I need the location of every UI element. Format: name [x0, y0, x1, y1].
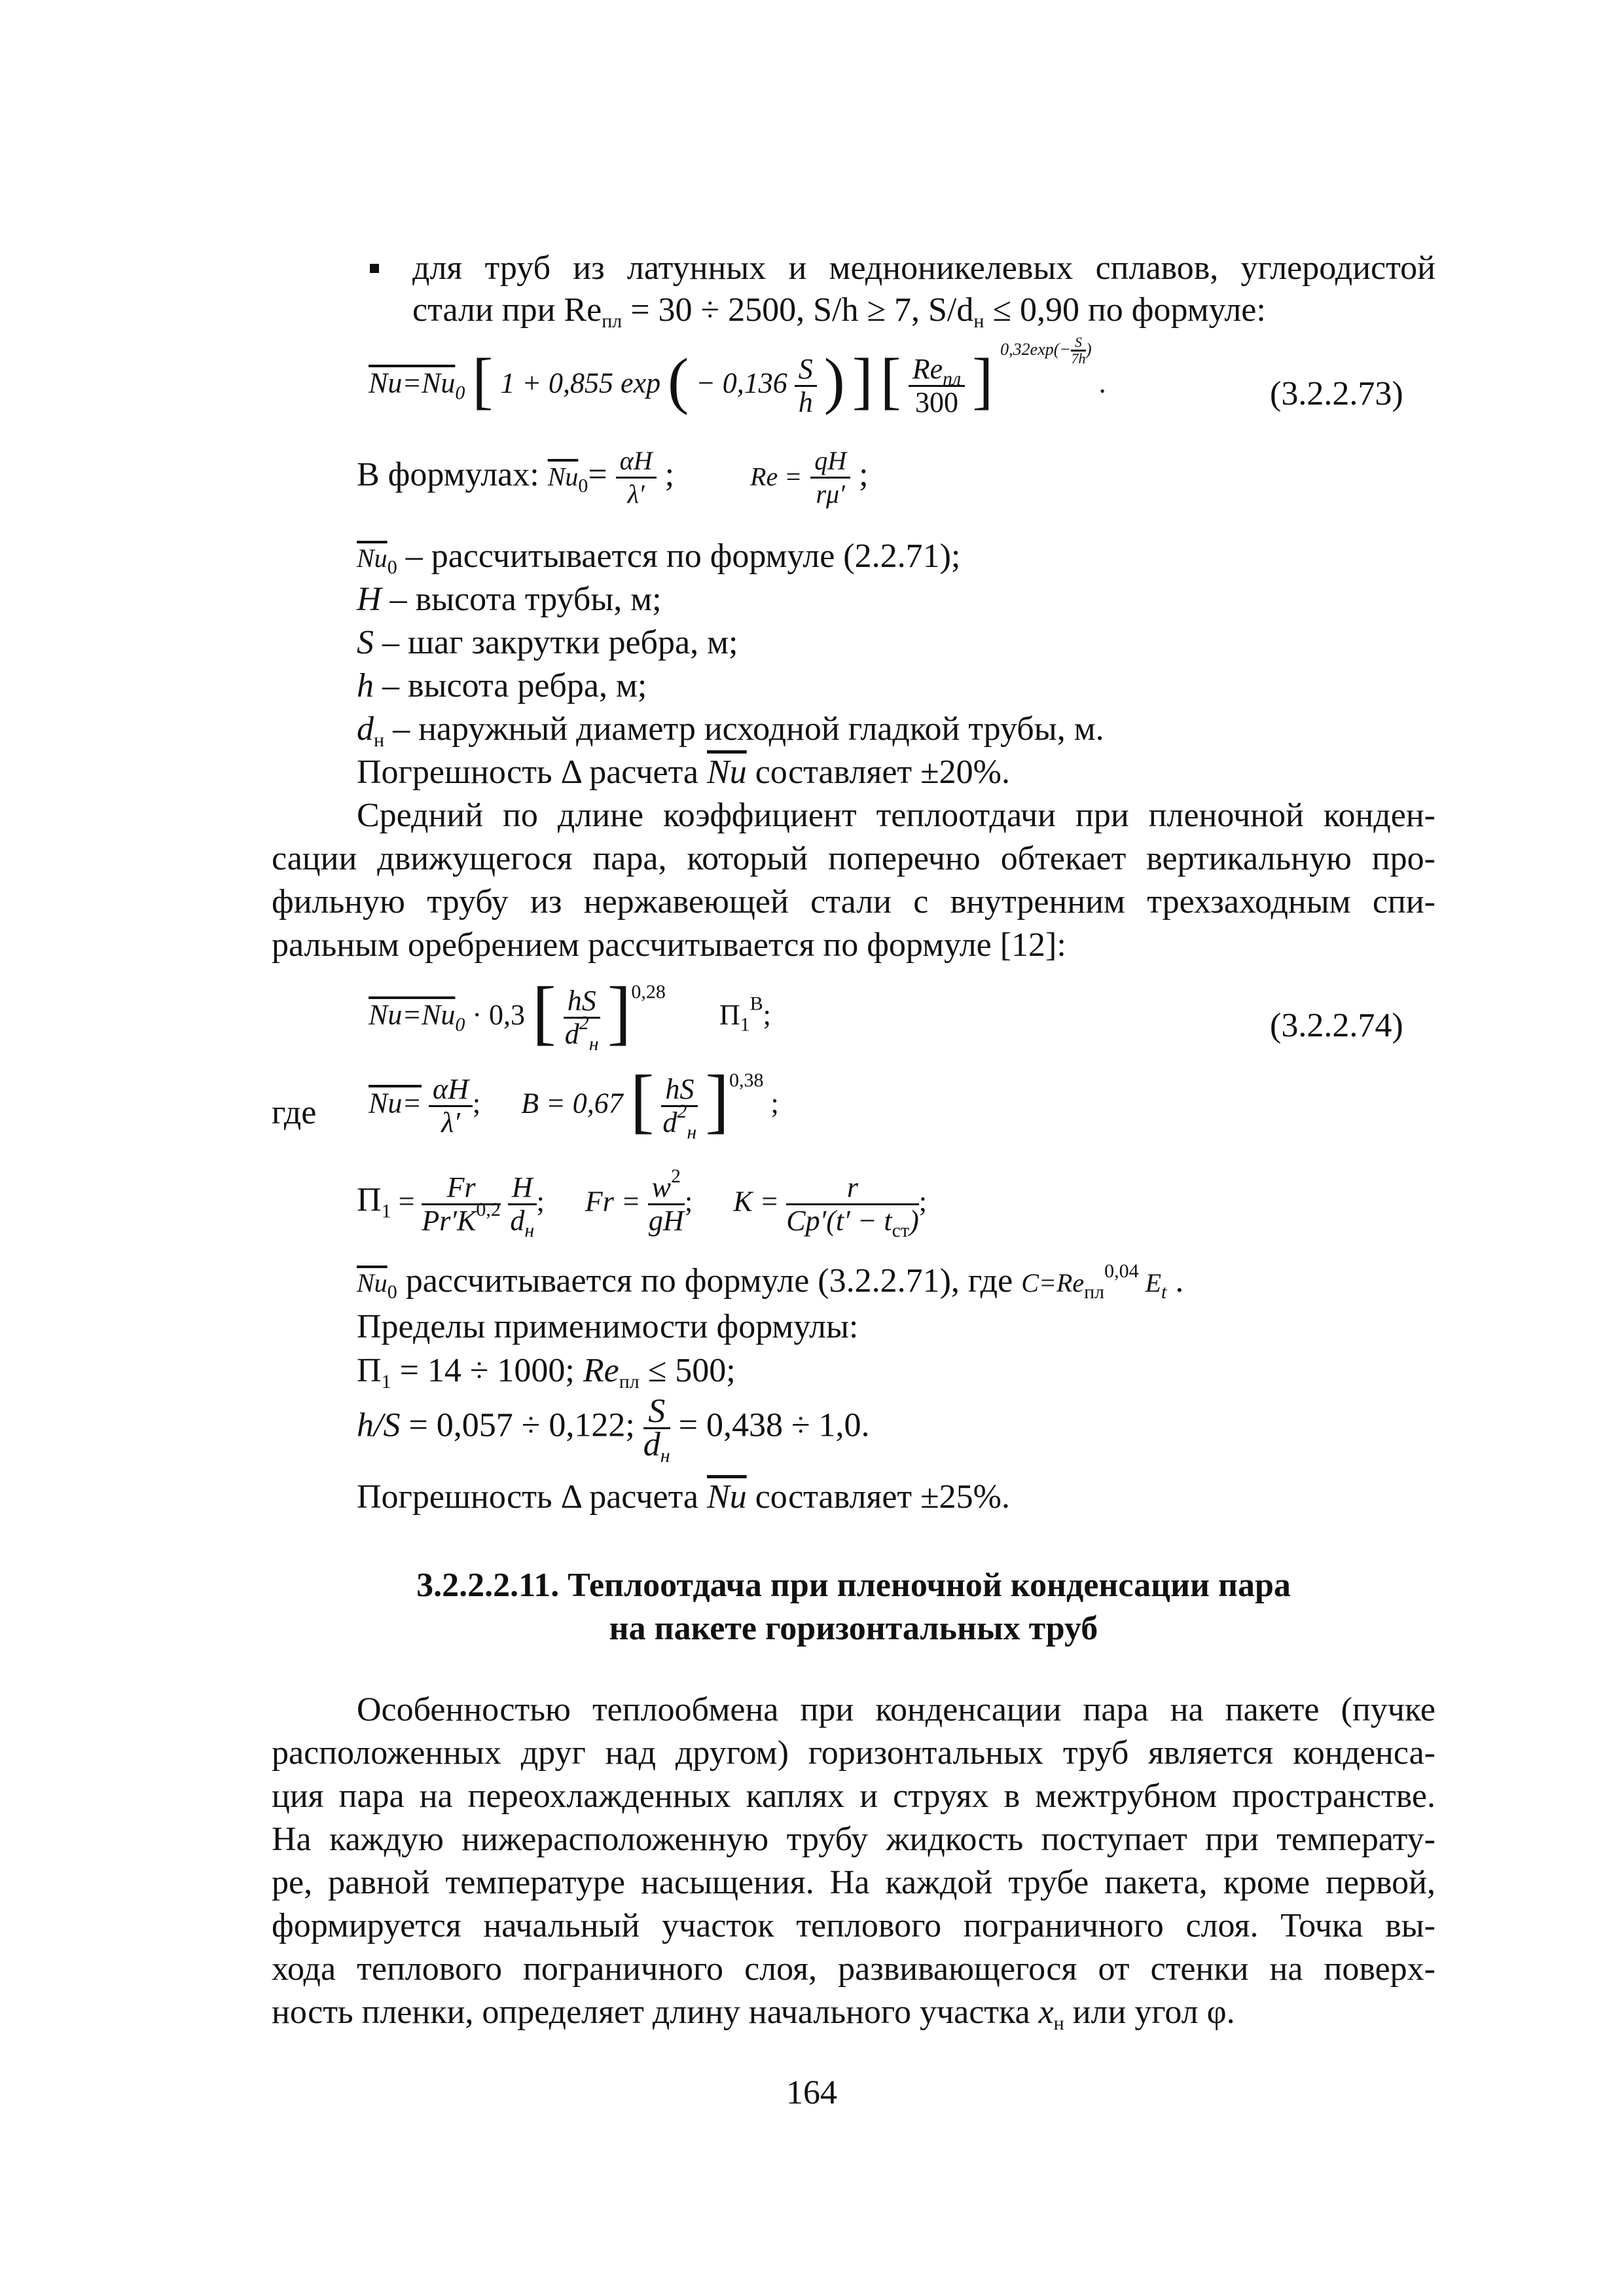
post: составляет ±25%.	[746, 1478, 1010, 1516]
definition-s	[357, 622, 738, 664]
bracket-close: ]	[852, 345, 873, 416]
eq-dot: .	[1098, 367, 1106, 399]
definition-h-rib	[357, 665, 647, 707]
fraction-s-dn	[643, 1393, 670, 1467]
end: ;	[763, 998, 771, 1031]
pow: 0,28	[631, 981, 666, 1003]
num: qH	[810, 445, 850, 479]
num: S	[1071, 335, 1086, 352]
d: d	[643, 1426, 660, 1463]
sub: н	[374, 729, 385, 751]
pi-sub: 1	[381, 1200, 391, 1222]
post: составляет ±20%.	[746, 754, 1010, 791]
den	[564, 1012, 600, 1055]
para1-line-1: Средний по длине коэффициент теплоотдачи при пленочной конден-	[357, 797, 1435, 834]
text: – рассчитывается по формуле (2.2.71);	[397, 538, 961, 575]
bullet-marker	[370, 264, 379, 273]
den	[422, 1199, 501, 1237]
mid: · 0,3	[465, 998, 526, 1031]
equation-number-74: (3.2.2.74)	[1270, 1007, 1403, 1044]
para2-line-1: Особенностью теплообмена при конденсации пара на пакете (пучке	[357, 1691, 1435, 1728]
text: = 14 ÷ 1000;	[391, 1352, 583, 1389]
sup: 2	[579, 1012, 589, 1034]
sep: ;	[770, 1087, 779, 1120]
text: ≤ 0,90 по формуле:	[984, 291, 1266, 329]
para1-line-2: сации движущегося пара, который поперечно обтекает вертикальную про-	[272, 840, 1435, 877]
sym: $\overline{Nu}$	[707, 754, 747, 791]
bracket-open-2: [	[880, 345, 901, 416]
pow: 0,38	[729, 1069, 764, 1091]
den-a: Pr′K	[422, 1205, 477, 1237]
bracket-open: [	[532, 972, 556, 1052]
den	[661, 1101, 698, 1143]
pre: Погрешность Δ расчета	[357, 1478, 708, 1516]
re: Re	[583, 1352, 619, 1389]
sym: $\overline{Nu}$	[357, 1268, 388, 1298]
den	[643, 1426, 670, 1467]
num: r	[786, 1172, 918, 1205]
sub: 0	[387, 1281, 397, 1303]
nu: Nu=	[369, 1087, 422, 1120]
where-label: где	[272, 1094, 317, 1131]
fraction-w2-gh	[648, 1165, 685, 1237]
sub: 0	[387, 556, 397, 578]
error-20	[357, 752, 1010, 793]
para2-line-5: ре, равной температуре насыщения. На каждой трубе пакета, кроме первой,	[272, 1864, 1435, 1901]
den: λ′	[627, 479, 645, 509]
fraction-r-cp	[786, 1171, 919, 1241]
para2-line-4: На каждую нижерасположенную трубу жидкость поступает при температу-	[272, 1821, 1435, 1858]
pi1-formula	[357, 1165, 927, 1241]
page-number: 164	[786, 2074, 837, 2111]
equation-number-73: (3.2.2.73)	[1270, 375, 1403, 412]
den: h	[798, 386, 813, 418]
cp: Cp′(t′ − t	[786, 1205, 892, 1237]
sub: н	[524, 1220, 535, 1241]
cp-end: )	[909, 1205, 919, 1237]
sym: d	[357, 710, 374, 748]
pi: П	[719, 998, 740, 1031]
paren-open: (	[668, 345, 689, 416]
section-heading-line-2: на пакете горизонтальных труб	[609, 1610, 1098, 1647]
pow-paren: (−	[1053, 339, 1071, 359]
sym: $\overline{Nu}$	[357, 543, 388, 573]
sep: ;	[684, 1185, 693, 1218]
bracket-open: [	[472, 345, 494, 416]
c-sub: пл	[1084, 1281, 1105, 1303]
bullet-line-2	[412, 289, 1266, 331]
para2-line-7: хода теплового пограничного слоя, развивающегося от стенки на поверх-	[272, 1950, 1435, 1988]
equation-3-2-2-74	[369, 972, 771, 1055]
sub: ст	[892, 1220, 910, 1241]
exponent	[1000, 334, 1092, 367]
text: ≤ 500;	[639, 1352, 736, 1389]
sub: н	[973, 310, 984, 332]
eq: =	[391, 1185, 415, 1218]
eq-b1-inner: − 0,136	[696, 367, 787, 399]
re: Re =	[750, 462, 803, 492]
text: = 30 ÷ 2500, S/h ≥ 7, S/d	[622, 291, 974, 329]
e: E	[1138, 1268, 1162, 1298]
num	[909, 353, 965, 390]
num	[648, 1165, 685, 1205]
fraction-fr	[422, 1172, 500, 1237]
equation-3-2-2-73	[369, 334, 1106, 418]
den: 7h	[1071, 350, 1086, 367]
post: или угол φ.	[1064, 1994, 1235, 2031]
d: d	[564, 1018, 579, 1050]
pi-sub: 1	[381, 1371, 391, 1393]
pi-sub: 1	[740, 1013, 750, 1036]
fraction-s-h	[795, 354, 817, 418]
pow: 0,32exp	[1000, 339, 1054, 359]
sup: 2	[670, 1165, 681, 1187]
re-sub: пл	[943, 368, 962, 390]
sub: пл	[602, 310, 623, 332]
pre: Погрешность Δ расчета	[357, 754, 708, 791]
paren-close: )	[823, 345, 845, 416]
definition-nu0	[357, 536, 960, 579]
c: C=Re	[1021, 1268, 1085, 1298]
where-formula	[369, 1060, 779, 1143]
para2-line-3: ция пара на переохлажденных каплях и струях в межтрубном пространстве.	[272, 1777, 1435, 1815]
text: – наружный диаметр исходной гладкой трубы, м.	[384, 710, 1104, 748]
num: Fr	[422, 1172, 500, 1205]
x: x	[1038, 1994, 1054, 2031]
num: H	[508, 1172, 537, 1205]
eq: =	[588, 456, 607, 494]
formulas-intro	[357, 445, 869, 510]
text: стали при Re	[412, 291, 602, 329]
k: K =	[733, 1185, 780, 1218]
text: рассчитывается по формуле (3.2.2.71), где	[397, 1262, 1022, 1300]
bracket-open: [	[630, 1060, 655, 1140]
fraction-qh-rmu	[810, 445, 850, 510]
d: d	[662, 1106, 677, 1139]
end: .	[1166, 1262, 1184, 1300]
nu0-sub: 0	[578, 475, 588, 497]
re-sub: пл	[619, 1371, 640, 1393]
pi: П	[357, 1352, 382, 1389]
text: – высота ребра, м;	[374, 667, 647, 704]
sub: н	[660, 1445, 670, 1467]
pre: ность пленки, определяет длину начального участка	[272, 1994, 1039, 2031]
den: 300	[914, 386, 958, 418]
sub: н	[687, 1121, 697, 1143]
fraction-ah-lambda	[429, 1074, 473, 1139]
sep: ;	[918, 1185, 927, 1218]
den	[786, 1205, 919, 1241]
limits-line-1	[357, 1350, 736, 1392]
eq-b1: 1 + 0,855 exp	[500, 367, 661, 399]
bracket-close: ]	[607, 972, 632, 1052]
num: hS	[564, 985, 600, 1019]
label: В формулах:	[357, 456, 548, 494]
nu0-reference	[357, 1260, 1183, 1304]
para2-line-2: расположенных друг над другом) горизонтальных труб является конденса-	[272, 1734, 1435, 1772]
d: d	[510, 1205, 525, 1237]
para2-line-8	[272, 1992, 1235, 2033]
bracket-close: ]	[705, 1060, 730, 1140]
fraction-h-dn	[508, 1171, 537, 1241]
pow-frac	[1071, 335, 1086, 366]
sup: 2	[677, 1101, 687, 1122]
hs: h/S	[357, 1406, 401, 1444]
section-heading-line-1: 3.2.2.2.11. Теплоотдача при пленочной конденсации пара	[416, 1567, 1291, 1604]
sub: н	[588, 1033, 599, 1055]
error-25	[357, 1476, 1010, 1518]
limits-title: Пределы применимости формулы:	[357, 1308, 859, 1345]
eq-lhs: Nu=Nu	[369, 367, 456, 399]
lhs: Nu=Nu	[369, 998, 456, 1031]
limits-line-2	[357, 1393, 870, 1467]
b: B = 0,67	[521, 1087, 623, 1120]
eq-sub: 0	[455, 382, 465, 404]
sym: $\overline{Nu}$	[707, 1478, 747, 1516]
sep: ;	[536, 1185, 545, 1218]
text: – высота трубы, м;	[381, 581, 662, 618]
para2-line-6: формируется начальный участок теплового пограничного слоя. Точка вы-	[272, 1907, 1435, 1944]
sep: ;	[859, 456, 869, 494]
definition-dn	[357, 708, 1104, 750]
sep: ;	[472, 1087, 481, 1120]
sym: H	[357, 581, 382, 618]
bracket-close-2: ]	[972, 345, 994, 416]
e-sub: t	[1161, 1281, 1167, 1303]
num: αH	[616, 445, 657, 479]
num: S	[643, 1396, 670, 1429]
num: S	[795, 354, 817, 387]
nu0: $\overline{Nu}$	[547, 462, 579, 492]
definition-h-height	[357, 579, 662, 621]
den	[508, 1205, 537, 1241]
den: gH	[648, 1205, 684, 1237]
pi: П	[357, 1181, 382, 1219]
sym: S	[357, 624, 374, 661]
lhs-sub: 0	[455, 1013, 465, 1036]
den: λ′	[441, 1106, 460, 1139]
bullet-line-1: для труб из латунных и медноникелевых сплавов, углеродистой	[412, 249, 1435, 287]
fraction-ah-lambda	[616, 445, 657, 510]
pi-sup: B	[749, 993, 763, 1015]
den: rμ′	[816, 479, 845, 509]
pow-paren-close: )	[1085, 339, 1092, 359]
fr2: Fr =	[585, 1185, 641, 1218]
num: hS	[661, 1074, 698, 1107]
sym: h	[357, 667, 374, 704]
text: = 0,438 ÷ 1,0.	[670, 1406, 870, 1444]
text: = 0,057 ÷ 0,122;	[400, 1406, 643, 1444]
para1-line-4: ральным оребрением рассчитывается по формуле [12]:	[272, 926, 1066, 964]
num: αH	[429, 1074, 473, 1107]
sep: ;	[664, 456, 675, 494]
fraction-re-300	[909, 354, 965, 418]
re: Re	[912, 353, 943, 385]
c-sup: 0,04	[1104, 1260, 1139, 1282]
para1-line-3: фильную трубу из нержавеющей стали с внутренним трехзаходным спи-	[272, 883, 1435, 920]
x-sub: н	[1053, 2013, 1064, 2034]
sup: 0,2	[476, 1199, 501, 1220]
w: w	[651, 1171, 671, 1203]
fraction-hs-d2	[564, 985, 600, 1055]
text: – шаг закрутки ребра, м;	[374, 624, 738, 661]
fraction-hs-d2	[661, 1073, 698, 1143]
